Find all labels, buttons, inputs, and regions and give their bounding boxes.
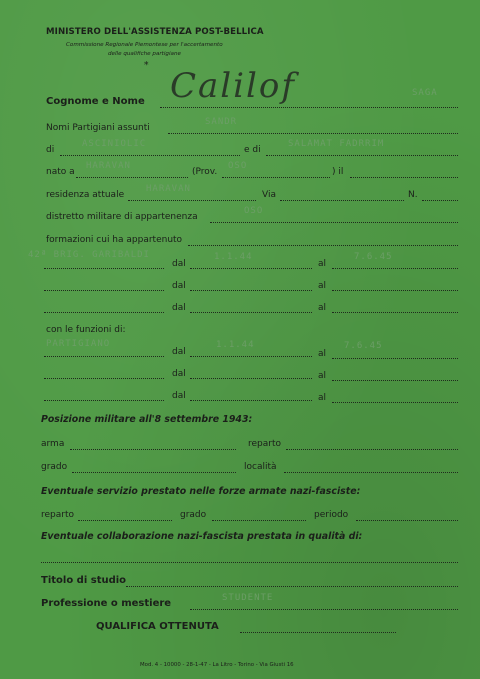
label-prov: (Prov. — [192, 167, 218, 177]
line-al-6 — [332, 402, 458, 403]
line-reparto-2 — [78, 520, 172, 521]
star-icon: * — [144, 61, 149, 71]
label-al-6: al — [318, 393, 327, 403]
label-nato-a: nato a — [46, 167, 75, 177]
label-dal-3: dal — [172, 303, 186, 313]
line-dal-1 — [190, 268, 312, 269]
label-dal-1: dal — [172, 259, 186, 269]
label-via: Via — [262, 190, 276, 200]
line-cognome — [160, 107, 458, 108]
label-funzioni: con le funzioni di: — [46, 325, 126, 335]
line-al-5 — [332, 380, 458, 381]
value-prov: OSO — [228, 161, 248, 171]
line-il — [350, 177, 458, 178]
value-distretto: OSO — [244, 206, 264, 216]
label-dal-6: dal — [172, 391, 186, 401]
label-professione: Professione o mestiere — [41, 598, 172, 609]
line-formazioni — [188, 245, 458, 246]
line-dal-5 — [190, 378, 312, 379]
label-dal-2: dal — [172, 281, 186, 291]
line-formazione-2 — [44, 290, 164, 291]
value-funzione-1-dal: 1.1.44 — [216, 340, 255, 350]
label-reparto-2: reparto — [41, 510, 75, 520]
value-nome-partigiano: SANDR — [205, 117, 238, 127]
line-arma — [70, 449, 236, 450]
value-formazione-1-al: 7.6.45 — [354, 252, 393, 262]
line-grado — [72, 472, 236, 473]
line-localita — [284, 472, 458, 473]
label-al-4: al — [318, 349, 327, 359]
value-funzione-1: PARTIGIANO — [46, 339, 111, 349]
value-madre: SALAMAT FADRRIM — [288, 139, 385, 149]
line-grado-2 — [212, 520, 306, 521]
label-dal-5: dal — [172, 369, 186, 379]
commission-line-2: delle qualifiche partigiane — [108, 51, 181, 57]
line-formazione-3 — [44, 312, 164, 313]
line-dal-3 — [190, 312, 312, 313]
label-al-3: al — [318, 303, 327, 313]
line-funzione-2 — [44, 378, 164, 379]
commission-line: Commissione Regionale Piemontese per l'accertamento — [66, 42, 223, 48]
value-padre: ASCINIOLIC — [82, 139, 147, 149]
label-al-5: al — [318, 371, 327, 381]
label-reparto: reparto — [248, 439, 282, 449]
line-dal-4 — [190, 356, 312, 357]
line-madre — [266, 155, 458, 156]
line-nomi-partigiani — [168, 133, 458, 134]
line-al-4 — [332, 358, 458, 359]
line-funzione-1 — [44, 356, 164, 357]
label-grado-2: grado — [180, 510, 207, 520]
line-prov — [222, 177, 330, 178]
value-formazione-1: 42ª BRIG. GARIBALDI — [28, 250, 150, 260]
line-collaborazione — [41, 562, 458, 563]
label-titolo-studio: Titolo di studio — [41, 575, 127, 586]
label-al-2: al — [318, 281, 327, 291]
label-grado: grado — [41, 462, 68, 472]
line-padre — [60, 155, 240, 156]
line-nato-a — [76, 177, 188, 178]
label-localita: località — [244, 462, 277, 472]
line-qualifica — [240, 632, 396, 633]
ministry-title: MINISTERO DELL'ASSISTENZA POST-BELLICA — [46, 27, 264, 37]
label-nomi-partigiani: Nomi Partigiani assunti — [46, 123, 150, 133]
value-nato-a: HARAVAN — [86, 161, 131, 171]
line-formazione-1 — [44, 268, 164, 269]
label-distretto: distretto militare di appartenenza — [46, 212, 198, 222]
label-al-1: al — [318, 259, 327, 269]
line-n — [422, 200, 458, 201]
line-titolo-studio — [126, 586, 458, 587]
label-posizione-militare: Posizione militare all'8 settembre 1943: — [41, 414, 253, 425]
line-al-2 — [332, 290, 458, 291]
line-funzione-3 — [44, 400, 164, 401]
value-formazione-1-dal: 1.1.44 — [214, 252, 253, 262]
line-dal-2 — [190, 290, 312, 291]
line-periodo — [356, 520, 458, 521]
label-periodo: periodo — [314, 510, 349, 520]
line-reparto — [286, 449, 458, 450]
handwritten-surname: Calilof — [170, 66, 296, 106]
value-funzione-1-al: 7.6.45 — [344, 341, 383, 351]
printer-footer: Mod. 4 - 10000 - 28-1-47 - La Litro - Torino - Via Giusti 16 — [140, 662, 294, 668]
label-dal-4: dal — [172, 347, 186, 357]
label-residenza: residenza attuale — [46, 190, 125, 200]
line-professione — [190, 609, 458, 610]
line-distretto — [210, 222, 458, 223]
line-via — [280, 200, 404, 201]
line-dal-6 — [190, 400, 312, 401]
label-n: N. — [408, 190, 418, 200]
label-qualifica: QUALIFICA OTTENUTA — [96, 621, 219, 632]
label-e-di: e di — [244, 145, 261, 155]
label-cognome: Cognome e Nome — [46, 96, 145, 107]
typed-name: SAGA — [412, 88, 438, 98]
line-al-3 — [332, 312, 458, 313]
label-collaborazione: Eventuale collaborazione nazi-fascista prestata in qualità di: — [41, 531, 363, 542]
label-servizio: Eventuale servizio prestato nelle forze armate nazi-fasciste: — [41, 486, 361, 497]
label-arma: arma — [41, 439, 65, 449]
line-al-1 — [332, 268, 458, 269]
line-residenza — [128, 200, 256, 201]
label-formazioni: formazioni cui ha appartenuto — [46, 235, 183, 245]
label-il: ) il — [332, 167, 344, 177]
label-di: di — [46, 145, 55, 155]
value-residenza: HARAVAN — [146, 184, 191, 194]
value-professione: STUDENTE — [222, 593, 274, 603]
